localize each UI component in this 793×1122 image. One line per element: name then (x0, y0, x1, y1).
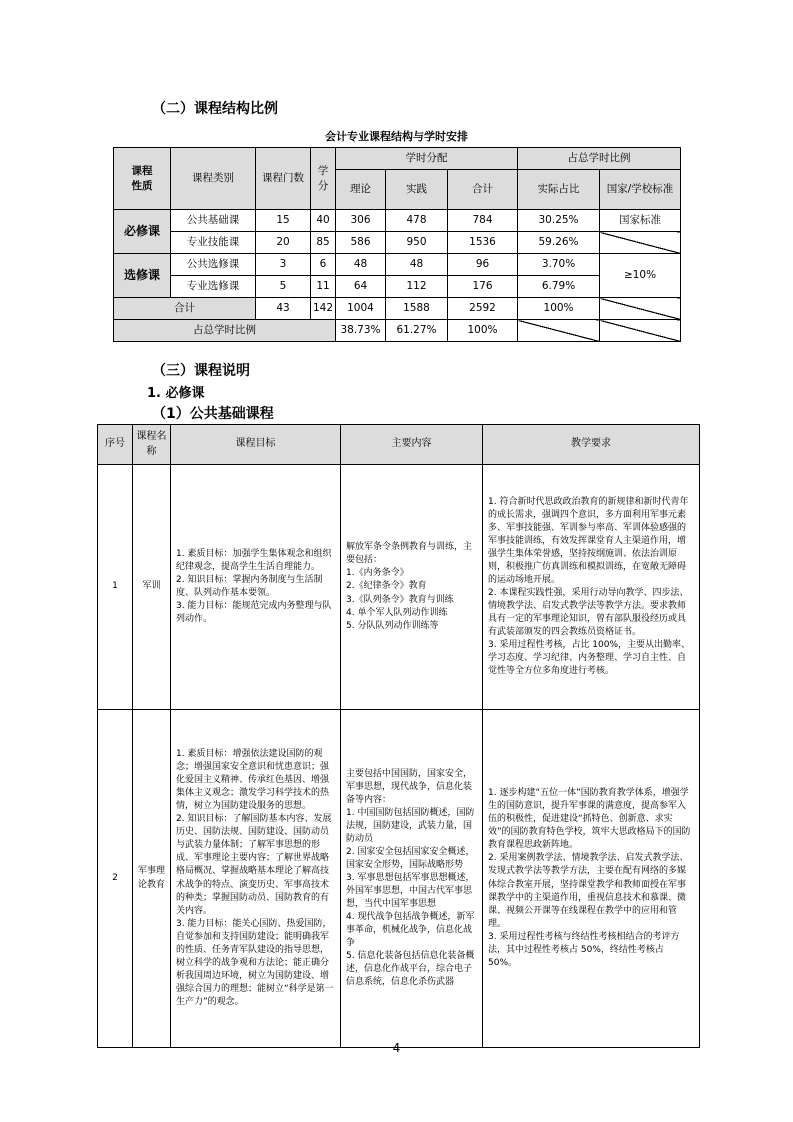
header-actual: 实际占比 (518, 170, 600, 210)
course-description-table (97, 424, 700, 1048)
group-required: 必修课 (114, 210, 171, 254)
section-title-course-structure: （二）课程结构比例 (152, 101, 278, 117)
cell-theory: 586 (336, 232, 386, 254)
course-structure-table (113, 147, 681, 342)
sum-actual: 100% (518, 298, 600, 320)
header-nature: 课程 性质 (114, 148, 171, 210)
cell-total: 96 (448, 254, 518, 276)
table-header-row (114, 148, 681, 170)
cell-theory: 306 (336, 210, 386, 232)
cell-category: 公共基础课 (171, 210, 256, 232)
cell-goal: 1. 素质目标：增强依法建设国防的观念；增强国家安全意识和忧患意识；强化爱国主义精神、传承红色基因、增强集体主义观念；激发学习科学技术的热情，树立为国防建设服务的思想。 2. 知识目标：了解国防基本内容、发展历史、国防法规、国防建设、国防动员与武装力量体制；了解军事思想的形成、军事理论主要内容；了解世界战略格局概况、掌握战略基本理论了解高技术战争的特点、演变历史、军事高技术的种类；掌握国防动员、国防教育的有关内容。 3. 能力目标：能关心国防、热爱国防，自觉参加和支持国防建设；能明确我军的性质、任务青军队建设的指导思想，树立科学的战争观和方法论；能正确分析我国周边环境，树立为国防建设、增强综合国力的理想；能树立“科学是第一生产力”的观念。 (171, 710, 341, 1048)
cell-category: 公共选修课 (171, 254, 256, 276)
table-ratio-row (114, 320, 681, 342)
cell-requirement: 1. 逐步构建“五位一体”国防教育教学体系，增强学生的国防意识，提升军事课的满意度，提高参军入伍的积极性，促进建设“抓特色、创新意、求实效”的国防教育特色学校，筑牢大思政格局下的国防教育课程思政新阵地。 2. 采用案例教学法、情境教学法、启发式教学法、发现式教学法等教学方法，主要在配有网络的多媒体综合教室开展，坚持课堂教学和教师面授在军事课教学中的主渠道作用，重视信息技术和慕课、微课、视频公开课等在线课程在教学中的应用和管理。 3. 采用过程性考核与终结性考核相结合的考评方法，其中过程性考核占 50%，终结性考核占 50%。 (483, 710, 700, 1048)
cell-standard-elective: ≥10% (600, 254, 681, 298)
section-title-course-description: （三）课程说明 (152, 363, 250, 379)
cell-requirement: 1. 符合新时代思政政治教育的新规律和新时代青年的成长需求，强调四个意识，多方面利用军事元素多、军事技能强、军训参与率高、军训体验感强的军事技能训练，有效发挥课堂育人主渠道作用，增强学生集体荣誉感，坚持按纲施训、依法治训原则，积极推广仿真训练和模拟训练，在宽敞无障碍的运动场地开展。 2. 本课程实践性强，采用行动导向教学、四步法、情境教学法、启发式教学法等教学方法。要求教师具有一定的军事理论知识，曾有部队服役经历或具有武装部颁发的四会教练员资格证书。 3. 采用过程性考核，占比 100%，主要从出勤率、学习态度、学习纪律、内务整理、学习自主性、自觉性等全方位多角度进行考核。 (483, 465, 700, 710)
table-row (114, 232, 681, 254)
subsection-title-required: 1. 必修课 (147, 386, 205, 401)
cell-diagonal-empty (600, 320, 681, 342)
cell-diagonal-empty (600, 298, 681, 320)
cell-credit: 85 (311, 232, 336, 254)
cell-diagonal-empty (518, 320, 600, 342)
table-row (114, 210, 681, 232)
subsection-title-public-basic: （1）公共基础课程 (152, 406, 274, 422)
sum-count: 43 (256, 298, 311, 320)
cell-count: 5 (256, 276, 311, 298)
cell-total: 784 (448, 210, 518, 232)
cell-count: 20 (256, 232, 311, 254)
table-header-row (98, 425, 700, 465)
cell-actual: 30.25% (518, 210, 600, 232)
header-category: 课程类别 (171, 148, 256, 210)
header-credit: 学分 (311, 148, 336, 210)
cell-content: 主要包括中国国防，国家安全，军事思想，现代战争，信息化装备等内容： 1. 中国国防包括国防概述，国防法规，国防建设，武装力量，国防动员 2. 国家安全包括国家安全概述，国家安全形势，国际战略形势 3. 军事思想包括军事思想概述，外国军事思想，中国古代军事思想，当代中国军事思想 4. 现代战争包括战争概述，新军事革命，机械化战争，信息化战争 5. 信息化装备包括信息化装备概述，信息化作战平台，综合电子信息系统，信息化杀伤武器 (341, 710, 483, 1048)
ratio-practice: 61.27% (386, 320, 448, 342)
cell-total: 176 (448, 276, 518, 298)
cell-count: 15 (256, 210, 311, 232)
cell-name: 军事理论教育 (133, 710, 171, 1048)
sum-practice: 1588 (386, 298, 448, 320)
cell-name: 军训 (133, 465, 171, 710)
cell-category: 专业选修课 (171, 276, 256, 298)
table-sum-row (114, 298, 681, 320)
table-row (114, 254, 681, 276)
header-practice: 实践 (386, 170, 448, 210)
cell-practice: 48 (386, 254, 448, 276)
cell-diagonal-empty (600, 232, 681, 254)
header-theory: 理论 (336, 170, 386, 210)
cell-theory: 48 (336, 254, 386, 276)
sum-credit: 142 (311, 298, 336, 320)
sum-total: 2592 (448, 298, 518, 320)
header-goal: 课程目标 (171, 425, 341, 465)
cell-category: 专业技能课 (171, 232, 256, 254)
sum-theory: 1004 (336, 298, 386, 320)
group-elective: 选修课 (114, 254, 171, 298)
cell-no: 2 (98, 710, 133, 1048)
ratio-theory: 38.73% (336, 320, 386, 342)
header-name: 课程名称 (133, 425, 171, 465)
header-content: 主要内容 (341, 425, 483, 465)
cell-goal: 1. 素质目标：加强学生集体观念和组织纪律观念，提高学生生活自理能力。 2. 知识目标：掌握内务制度与生活制度、队列动作基本要领。 3. 能力目标：能规范完成内务整理与队列动作。 (171, 465, 341, 710)
ratio-label: 占总学时比例 (114, 320, 336, 342)
cell-theory: 64 (336, 276, 386, 298)
cell-actual: 6.79% (518, 276, 600, 298)
cell-practice: 112 (386, 276, 448, 298)
header-total: 合计 (448, 170, 518, 210)
page-number: 4 (392, 1041, 401, 1055)
cell-standard: 国家标准 (600, 210, 681, 232)
table-row (114, 276, 681, 298)
cell-credit: 40 (311, 210, 336, 232)
table-row (98, 710, 700, 1048)
sum-label: 合计 (114, 298, 256, 320)
header-count: 课程门数 (256, 148, 311, 210)
cell-content: 解放军条令条例教育与训练，主要包括： 1.《内务条令》 2.《纪律条令》教育 3.《队列条令》教育与训练 4. 单个军人队列动作训练 5. 分队队列动作训练等 (341, 465, 483, 710)
cell-credit: 11 (311, 276, 336, 298)
cell-no: 1 (98, 465, 133, 710)
header-ratio: 占总学时比例 (518, 148, 681, 170)
header-standard: 国家/学校标准 (600, 170, 681, 210)
cell-count: 3 (256, 254, 311, 276)
cell-practice: 478 (386, 210, 448, 232)
header-hours: 学时分配 (336, 148, 518, 170)
table-caption: 会计专业课程结构与学时安排 (325, 130, 468, 143)
cell-actual: 59.26% (518, 232, 600, 254)
header-no: 序号 (98, 425, 133, 465)
cell-practice: 950 (386, 232, 448, 254)
cell-actual: 3.70% (518, 254, 600, 276)
table-row (98, 465, 700, 710)
ratio-total: 100% (448, 320, 518, 342)
cell-credit: 6 (311, 254, 336, 276)
cell-total: 1536 (448, 232, 518, 254)
header-requirement: 教学要求 (483, 425, 700, 465)
